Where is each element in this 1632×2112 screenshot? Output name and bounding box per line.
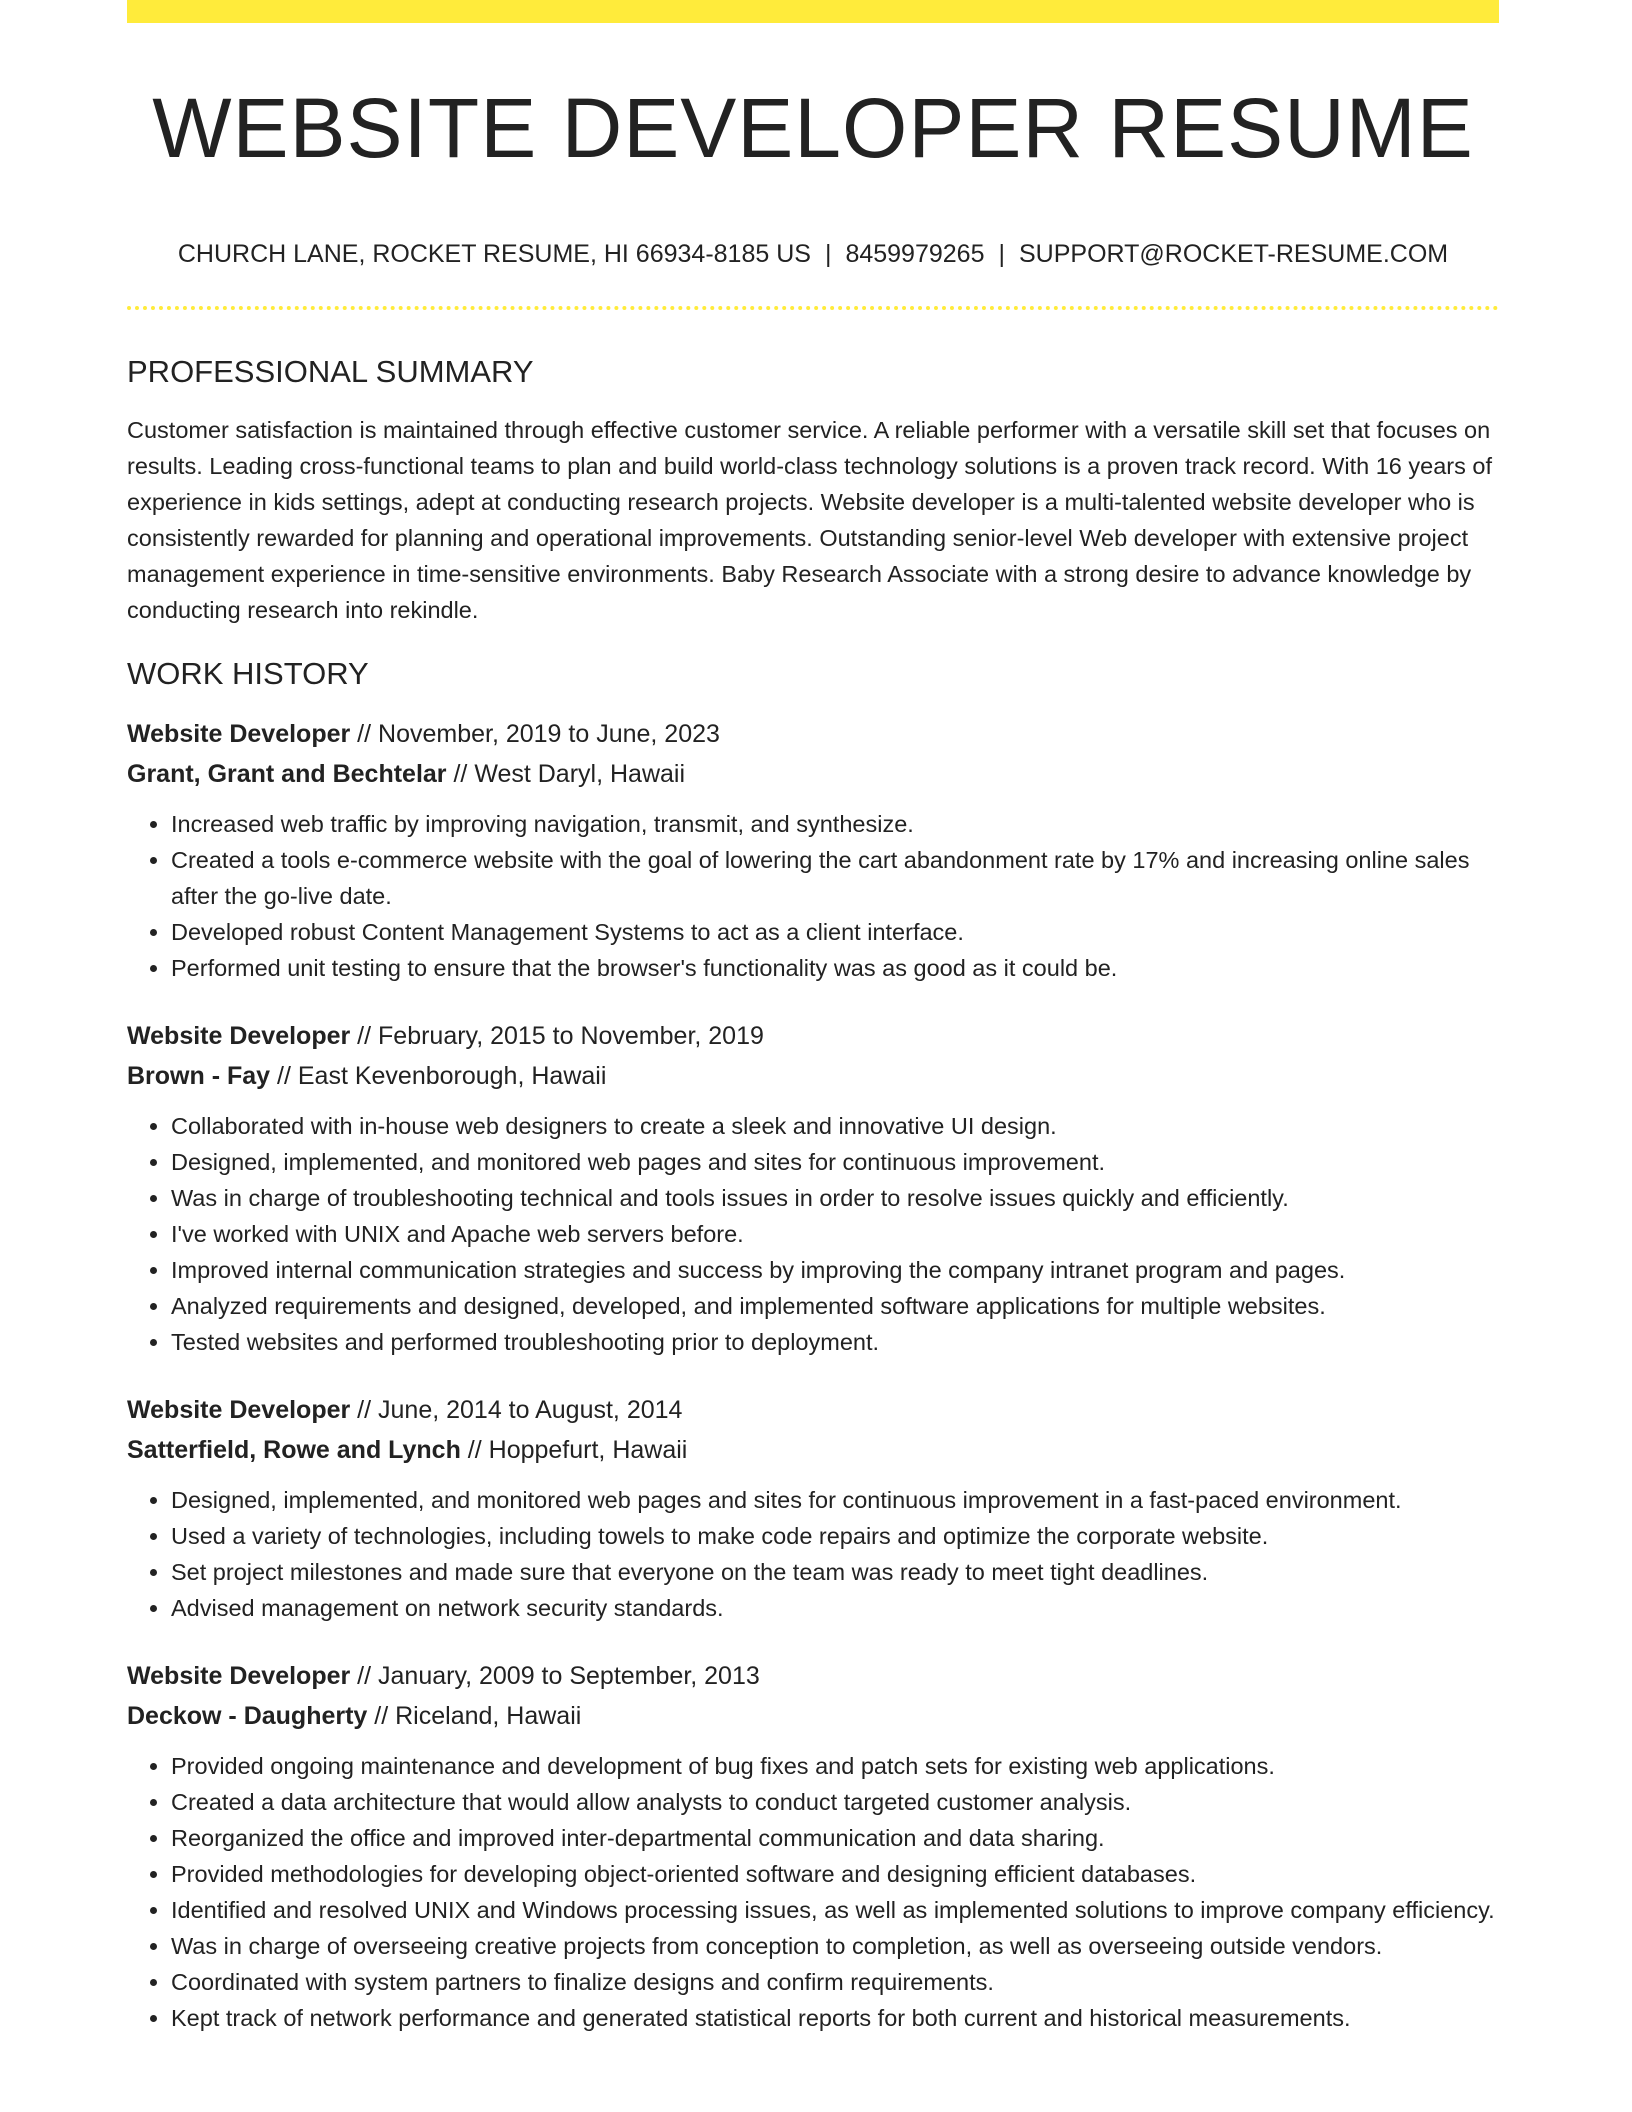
job-bullets	[127, 806, 1499, 986]
job-company: Satterfield, Rowe and Lynch	[127, 1436, 461, 1464]
header-divider	[127, 306, 1499, 310]
contact-line	[127, 236, 1499, 272]
job-entry	[127, 1016, 1499, 1360]
job-company-line	[127, 1430, 1499, 1470]
job-bullet: • Was in charge of overseeing creative projects from conception to completion, as well as overseeing outside vendors.	[171, 1928, 1499, 1964]
job-dates: // February, 2015 to November, 2019	[350, 1022, 764, 1050]
job-role: Website Developer	[127, 1022, 351, 1050]
job-location: // Riceland, Hawaii	[367, 1702, 582, 1730]
job-bullets	[127, 1482, 1499, 1626]
job-bullet: • Provided ongoing maintenance and development of bug fixes and patch sets for existing web applications.	[171, 1748, 1499, 1784]
job-entry	[127, 1390, 1499, 1626]
work-history-heading: WORK HISTORY	[127, 656, 369, 691]
job-bullet: • Kept track of network performance and generated statistical reports for both current and historical measurements.	[171, 2000, 1499, 2036]
job-entry	[127, 1656, 1499, 2036]
job-bullet: • Used a variety of technologies, including towels to make code repairs and optimize the corporate website.	[171, 1518, 1499, 1554]
job-bullet: • Created a data architecture that would allow analysts to conduct targeted customer analysis.	[171, 1784, 1499, 1820]
job-bullet: • Reorganized the office and improved inter-departmental communication and data sharing.	[171, 1820, 1499, 1856]
job-company-line	[127, 1056, 1499, 1096]
job-bullet: • Developed robust Content Management Systems to act as a client interface.	[171, 914, 1499, 950]
job-location: // Hoppefurt, Hawaii	[460, 1436, 688, 1464]
contact-address: CHURCH LANE, ROCKET RESUME, HI 66934-8185 US	[177, 240, 811, 268]
job-dates: // June, 2014 to August, 2014	[350, 1396, 683, 1424]
job-bullet: • Advised management on network security standards.	[171, 1590, 1499, 1626]
job-bullet: • I've worked with UNIX and Apache web servers before.	[171, 1216, 1499, 1252]
job-role-line	[127, 1016, 1499, 1056]
job-bullet: • Set project milestones and made sure that everyone on the team was ready to meet tight deadlines.	[171, 1554, 1499, 1590]
top-accent-bar	[127, 0, 1499, 23]
job-role-line	[127, 1390, 1499, 1430]
job-bullet: • Improved internal communication strategies and success by improving the company intranet program and pages.	[171, 1252, 1499, 1288]
job-dates: // November, 2019 to June, 2023	[350, 720, 720, 748]
job-bullet: • Designed, implemented, and monitored web pages and sites for continuous improvement in a fast-paced environment.	[171, 1482, 1499, 1518]
contact-email: SUPPORT@ROCKET-RESUME.COM	[1018, 240, 1449, 268]
job-bullet: • Collaborated with in-house web designers to create a sleek and innovative UI design.	[171, 1108, 1499, 1144]
job-entry	[127, 714, 1499, 986]
job-bullets	[127, 1108, 1499, 1360]
job-role: Website Developer	[127, 720, 351, 748]
job-company-line	[127, 754, 1499, 794]
job-bullet: • Tested websites and performed troubleshooting prior to deployment.	[171, 1324, 1499, 1360]
job-company: Deckow - Daugherty	[127, 1702, 368, 1730]
summary-text: Customer satisfaction is maintained through effective customer service. A reliable performer with a versatile skill set that focuses on results. Leading cross-functional teams to plan and build world-class technology solutions is a proven track record. With 16 years of experience in kids settings, adept at conducting research projects. Website developer is a multi-talented website developer who is consistently rewarded for planning and operational improvements. Outstanding senior-level Web developer with extensive project management experience in time-sensitive environments. Baby Research Associate with a strong desire to advance knowledge by conducting research into rekindle.	[127, 417, 1492, 623]
contact-separator: |	[998, 240, 1005, 268]
resume-content	[127, 350, 1499, 2066]
job-location: // West Daryl, Hawaii	[446, 760, 686, 788]
job-bullet: • Analyzed requirements and designed, developed, and implemented software applications for multiple websites.	[171, 1288, 1499, 1324]
job-bullet: • Coordinated with system partners to finalize designs and confirm requirements.	[171, 1964, 1499, 2000]
job-role: Website Developer	[127, 1662, 351, 1690]
job-company-line	[127, 1696, 1499, 1736]
job-bullet: • Identified and resolved UNIX and Windows processing issues, as well as implemented solutions to improve company efficiency.	[171, 1892, 1499, 1928]
job-bullet: • Was in charge of troubleshooting technical and tools issues in order to resolve issues quickly and efficiently.	[171, 1180, 1499, 1216]
contact-separator: |	[824, 240, 832, 268]
job-role: Website Developer	[127, 1396, 351, 1424]
job-bullet: • Performed unit testing to ensure that the browser's functionality was as good as it could be.	[171, 950, 1499, 986]
job-bullet: • Increased web traffic by improving navigation, transmit, and synthesize.	[171, 806, 1499, 842]
contact-phone: 8459979265	[845, 240, 985, 268]
job-company: Grant, Grant and Bechtelar	[127, 760, 447, 788]
resume-title: WEBSITE DEVELOPER RESUME	[152, 81, 1474, 175]
summary-heading: PROFESSIONAL SUMMARY	[127, 354, 534, 389]
job-location: // East Kevenborough, Hawaii	[270, 1062, 607, 1090]
job-role-line	[127, 714, 1499, 754]
job-company: Brown - Fay	[127, 1062, 271, 1090]
job-role-line	[127, 1656, 1499, 1696]
job-bullet: • Designed, implemented, and monitored web pages and sites for continuous improvement.	[171, 1144, 1499, 1180]
job-bullet: • Created a tools e-commerce website with the goal of lowering the cart abandonment rate by 17% and increasing online sales after the go-live date.	[171, 842, 1499, 914]
job-bullets	[127, 1748, 1499, 2036]
job-dates: // January, 2009 to September, 2013	[350, 1662, 760, 1690]
job-bullet: • Provided methodologies for developing object-oriented software and designing efficient databases.	[171, 1856, 1499, 1892]
